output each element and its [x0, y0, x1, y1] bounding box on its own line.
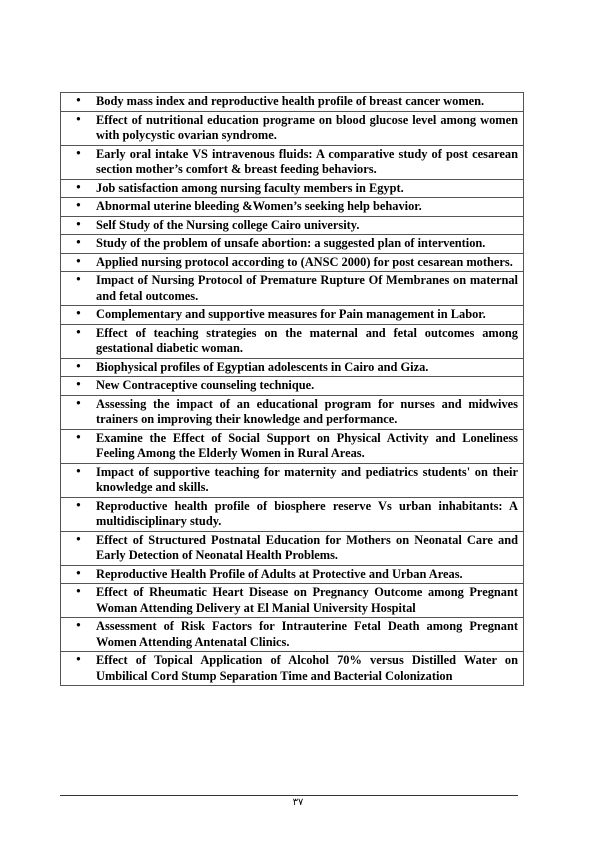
bullet-icon: •	[76, 111, 81, 126]
research-topic-title: Biophysical profiles of Egyptian adolescents in Cairo and Giza.	[96, 359, 429, 374]
bullet-icon: •	[76, 306, 81, 320]
table-row	[61, 253, 524, 272]
list-item	[61, 497, 524, 531]
bullet-icon: •	[76, 463, 81, 478]
research-topic-title: Effect of Structured Postnatal Education for Mothers on Neonatal Care and Early Detection of Neonatal Health Problems.	[96, 532, 518, 562]
bullet-icon: •	[76, 358, 81, 373]
list-item	[61, 93, 524, 112]
list-item	[61, 531, 524, 565]
table-row	[61, 652, 524, 686]
list-item	[61, 145, 524, 179]
list-item	[61, 198, 524, 217]
table-row	[61, 306, 524, 325]
bullet-icon: •	[76, 395, 81, 410]
research-topic-title: Applied nursing protocol according to (ANSC 2000) for post cesarean mothers.	[96, 254, 513, 269]
list-item	[61, 565, 524, 584]
research-topic-title: Reproductive Health Profile of Adults at Protective and Urban Areas.	[96, 566, 463, 581]
table-row	[61, 618, 524, 652]
research-topic-title: Impact of Nursing Protocol of Premature Rupture Of Membranes on maternal and fetal outcomes.	[96, 273, 518, 303]
bullet-icon: •	[76, 531, 81, 546]
table-row	[61, 235, 524, 254]
bullet-icon: •	[76, 377, 81, 391]
list-item	[61, 324, 524, 358]
research-topic-title: Early oral intake VS intravenous fluids: A comparative study of post cesarean section mother’s comfort & breast feeding behaviors.	[96, 146, 518, 176]
page-number: ٣٧	[292, 797, 304, 808]
list-item	[61, 216, 524, 235]
list-item	[61, 253, 524, 272]
research-topics-table	[60, 92, 524, 686]
list-item	[61, 463, 524, 497]
bullet-icon: •	[76, 618, 81, 632]
research-topic-title: Job satisfaction among nursing faculty members in Egypt.	[96, 180, 404, 195]
bullet-icon: •	[76, 198, 81, 212]
list-item	[61, 429, 524, 463]
research-topic-title: Effect of Rheumatic Heart Disease on Pregnancy Outcome among Pregnant Woman Attending Delivery at El Manial University Hospital	[96, 585, 518, 615]
research-topic-title: Assessing the impact of an educational program for nurses and midwives trainers on improving their knowledge and performance.	[96, 396, 518, 426]
research-topic-title: Self Study of the Nursing college Cairo university.	[96, 217, 360, 232]
research-topic-title: Study of the problem of unsafe abortion: a suggested plan of intervention.	[96, 236, 486, 250]
bullet-icon: •	[76, 145, 81, 160]
research-topic-title: Impact of supportive teaching for maternity and pediatrics students' on their knowledge and skills.	[96, 464, 518, 494]
bullet-icon: •	[76, 253, 81, 268]
list-item	[61, 358, 524, 377]
bullet-icon: •	[76, 497, 81, 512]
list-item	[61, 652, 524, 686]
table-row	[61, 179, 524, 198]
table-row	[61, 584, 524, 618]
bullet-icon: •	[76, 565, 81, 580]
table-row	[61, 463, 524, 497]
research-topic-title: Assessment of Risk Factors for Intrauterine Fetal Death among Pregnant Women Attending Antenatal Clinics.	[96, 619, 518, 649]
table-row	[61, 198, 524, 217]
table-row	[61, 272, 524, 306]
research-topic-title: Effect of teaching strategies on the maternal and fetal outcomes among gestational diabetic woman.	[96, 325, 518, 355]
research-topic-title: Complementary and supportive measures for Pain management in Labor.	[96, 307, 486, 321]
list-item	[61, 179, 524, 198]
list-item	[61, 377, 524, 396]
bullet-icon: •	[76, 429, 81, 444]
table-row	[61, 531, 524, 565]
table-row	[61, 377, 524, 396]
research-topic-title: Reproductive health profile of biosphere reserve Vs urban inhabitants: A multidisciplinary study.	[96, 498, 518, 528]
research-topic-title: New Contraceptive counseling technique.	[96, 378, 315, 392]
table-row	[61, 395, 524, 429]
list-item	[61, 272, 524, 306]
table-row	[61, 145, 524, 179]
research-topic-title: Effect of Topical Application of Alcohol 70% versus Distilled Water on Umbilical Cord Stump Separation Time and Bacterial Colonization	[96, 653, 518, 683]
table-row	[61, 429, 524, 463]
bullet-icon: •	[76, 93, 81, 107]
bullet-icon: •	[76, 216, 81, 231]
table-row	[61, 324, 524, 358]
bullet-icon: •	[76, 272, 81, 286]
table-row	[61, 111, 524, 145]
table-row	[61, 497, 524, 531]
research-topic-title: Abnormal uterine bleeding &Women’s seeking help behavior.	[96, 199, 422, 213]
footer-divider	[60, 795, 518, 796]
bullet-icon: •	[76, 179, 81, 194]
list-item	[61, 584, 524, 618]
list-item	[61, 235, 524, 254]
list-item	[61, 618, 524, 652]
table-row	[61, 216, 524, 235]
list-item	[61, 306, 524, 325]
research-topics-body	[61, 93, 524, 686]
bullet-icon: •	[76, 652, 81, 666]
table-row	[61, 93, 524, 112]
table-row	[61, 358, 524, 377]
research-topic-title: Effect of nutritional education programe on blood glucose level among women with polycystic ovarian syndrome.	[96, 112, 518, 142]
bullet-icon: •	[76, 584, 81, 598]
bullet-icon: •	[76, 324, 81, 339]
research-topic-title: Body mass index and reproductive health profile of breast cancer women.	[96, 94, 485, 108]
list-item	[61, 395, 524, 429]
list-item	[61, 111, 524, 145]
table-row	[61, 565, 524, 584]
bullet-icon: •	[76, 235, 81, 249]
research-topic-title: Examine the Effect of Social Support on Physical Activity and Loneliness Feeling Among the Elderly Women in Rural Areas.	[96, 430, 518, 460]
